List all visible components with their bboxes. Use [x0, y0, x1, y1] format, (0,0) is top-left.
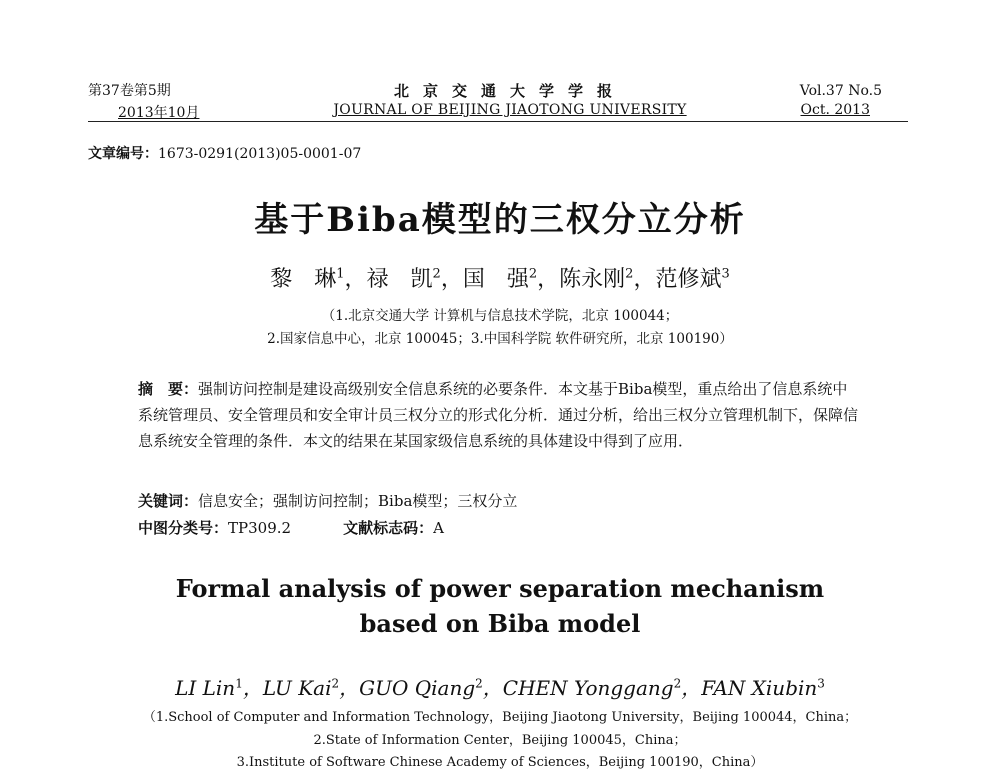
- author-en-2: LU Kai: [262, 676, 332, 700]
- header-journal-cn: 北京交通大学学报: [393, 82, 626, 100]
- author-en-1-sup: 1: [235, 676, 243, 691]
- author-en-5-sup: 3: [817, 676, 825, 691]
- author-en-1: LI Lin: [175, 676, 236, 700]
- keywords-label: 关键词：: [138, 492, 199, 510]
- author-cn-3: 国 强: [462, 267, 529, 292]
- title-en-line2: based on Biba model: [359, 609, 641, 638]
- author-cn-4-sup: 2: [625, 266, 634, 282]
- author-cn-5-sup: 3: [721, 266, 730, 282]
- keywords-text: 信息安全；强制访问控制；Biba模型；三权分立: [198, 492, 518, 510]
- author-en-4-sup: 2: [673, 676, 682, 691]
- header-journal-en: JOURNAL OF BEIJING JIAOTONG UNIVERSITY: [333, 102, 687, 118]
- affiliation-cn-line2: 2.国家信息中心，北京 100045；3.中国科学院 软件研究所，北京 100190）: [267, 331, 733, 347]
- author-cn-5: 范修斌: [655, 267, 722, 292]
- author-en-3-sup: 2: [475, 676, 483, 691]
- abstract-cn: [138, 376, 858, 454]
- doc-code-value: A: [433, 519, 444, 537]
- affiliation-en-line2: 2.State of Information Center，Beijing 100045，China；: [313, 733, 687, 748]
- authors-en: LI Lin$^1$，LU Kai$^2$，GUO Qiang$^2$，CHEN Yonggang$^2$，FAN Xiubin$^3$: [175, 676, 825, 700]
- author-cn-1: 黎 琳: [270, 267, 337, 292]
- author-en-4: CHEN Yonggang: [502, 676, 674, 700]
- keywords-cn: [138, 488, 858, 514]
- doc-code-label: 文献标志码：: [343, 519, 434, 537]
- affiliation-en-line1: （1.School of Computer and Information Technology，Beijing Jiaotong University，Beijing 100044，China；: [142, 710, 858, 725]
- classification-label: 中图分类号：: [138, 519, 229, 537]
- header-volume-cn: 第37卷第5期: [88, 83, 171, 99]
- author-en-3: GUO Qiang: [359, 676, 476, 700]
- author-cn-1-sup: 1: [336, 266, 345, 282]
- affiliation-en-line3: 3.Institute of Software Chinese Academy of Sciences，Beijing 100190，China）: [236, 755, 764, 770]
- author-en-2-sup: 2: [331, 676, 340, 691]
- article-number-label: 文章编号：: [88, 146, 158, 162]
- article-number: [88, 143, 361, 163]
- article-number-value: 1673-0291(2013)05-0001-07: [158, 146, 362, 162]
- title-en-line1: Formal analysis of power separation mechanism: [175, 574, 825, 603]
- header-date-en: Oct. 2013: [800, 102, 870, 118]
- author-cn-2-sup: 2: [432, 266, 441, 282]
- title-cn: 基于Biba模型的三权分立分析: [254, 200, 746, 240]
- abstract-label: 摘 要：: [138, 380, 199, 398]
- classification-value: TP309.2: [228, 519, 292, 537]
- classification: [138, 515, 858, 541]
- authors-cn: 黎 琳$^1$，禄 凯$^2$，国 强$^2$，陈永刚$^2$，范修斌$^3$: [270, 266, 730, 292]
- header-date-cn: 2013年10月: [118, 105, 200, 121]
- author-cn-4: 陈永刚: [559, 267, 626, 292]
- author-en-5: FAN Xiubin: [701, 676, 818, 700]
- author-cn-2: 禄 凯: [366, 267, 433, 292]
- abstract-text: 强制访问控制是建设高级别安全信息系统的必要条件．本文基于Biba模型，重点给出了信息系统中系统管理员、安全管理员和安全审计员三权分立的形式化分析．通过分析，给出三权分立管理机制下，保障信息系统安全管理的条件．本文的结果在某国家级信息系统的具体建设中得到了应用．: [138, 380, 859, 450]
- header-rule: [88, 121, 908, 122]
- header-volume-en: Vol.37 No.5: [799, 83, 882, 99]
- author-cn-3-sup: 2: [528, 266, 538, 282]
- affiliation-cn-line1: （1.北京交通大学 计算机与信息技术学院，北京 100044；: [321, 308, 679, 324]
